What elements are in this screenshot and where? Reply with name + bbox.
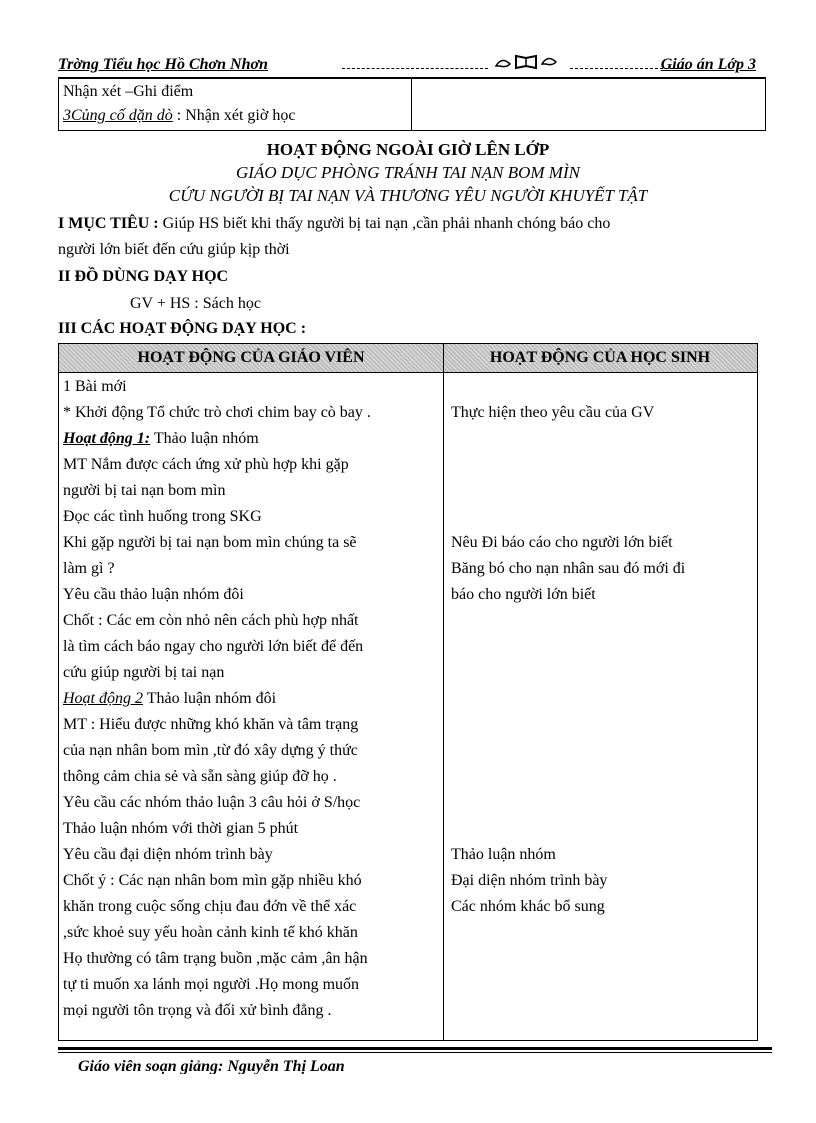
footer-rule-thin — [58, 1052, 772, 1053]
footer-author: Giáo viên soạn giảng: Nguyễn Thị Loan — [78, 1058, 345, 1074]
teacher-line: là tìm cách báo ngay cho người lớn biết để đến — [63, 638, 364, 655]
student-line: Các nhóm khác bổ sung — [451, 898, 605, 915]
teacher-line: Yêu cầu đại diện nhóm trình bày — [63, 846, 273, 863]
cung-co-text: : Nhận xét giờ học — [172, 107, 296, 124]
teacher-line: cứu giúp người bị tai nạn — [63, 664, 225, 681]
student-line: Nêu Đi báo cáo cho người lớn biết — [451, 534, 673, 551]
hd1-label: Hoạt động 1: — [63, 430, 151, 447]
header-title-right: Giáo án Lớp 3 — [660, 56, 756, 73]
teacher-line: Chốt : Các em còn nhỏ nên cách phù hợp nhất — [63, 612, 359, 629]
muc-tieu-line1 — [58, 215, 610, 233]
student-line: Băng bó cho nạn nhân sau đó mới đi — [451, 560, 686, 577]
cung-co-label: 3Củng cố dặn dò — [63, 107, 173, 124]
teacher-line: Yêu cầu các nhóm thảo luận 3 câu hỏi ở S/học — [63, 794, 361, 811]
header-dashes-left — [342, 68, 488, 69]
activity-table-header — [59, 344, 757, 373]
school-name: Trờng Tiểu học Hồ Chơn Nhơn — [58, 56, 268, 73]
teacher-line: thông cảm chia sẻ và sẵn sàng giúp đỡ họ . — [63, 768, 337, 785]
title-main: HOẠT ĐỘNG NGOÀI GIỜ LÊN LỚP — [266, 140, 550, 159]
hd2-label: Hoạt động 2 — [63, 690, 143, 707]
teacher-line: 1 Bài mới — [63, 378, 127, 395]
student-line: báo cho người lớn biết — [451, 586, 596, 603]
teacher-line-hd2 — [63, 690, 276, 708]
teacher-line: Yêu cầu thảo luận nhóm đôi — [63, 586, 244, 603]
hd2-text: Thảo luận nhóm đôi — [143, 690, 277, 707]
activity-table-divider — [443, 344, 444, 1040]
teacher-line: Chốt ý : Các nạn nhân bom mìn gặp nhiều khó — [63, 872, 362, 889]
do-dung-label: II ĐỒ DÙNG DẠY HỌC — [58, 268, 229, 285]
top-table — [58, 79, 766, 131]
teacher-line: của nạn nhân bom mìn ,từ đó xây dựng ý thức — [63, 742, 358, 759]
teacher-line: Khi gặp người bị tai nạn bom mìn chúng ta sẽ — [63, 534, 357, 551]
hoat-dong-label: III CÁC HOẠT ĐỘNG DẠY HỌC : — [58, 320, 307, 337]
teacher-line: MT : Hiểu được những khó khăn và tâm trạng — [63, 716, 359, 733]
title-sub1: GIÁO DỤC PHÒNG TRÁNH TAI NẠN BOM MÌN — [236, 163, 580, 182]
teacher-line: khăn trong cuộc sống chịu đau đớn về thể xác — [63, 898, 357, 915]
muc-tieu-line2: người lớn biết đến cứu giúp kịp thời — [58, 241, 290, 258]
teacher-line: * Khởi động Tổ chức trò chơi chim bay cò bay . — [63, 404, 371, 421]
page-header — [58, 56, 766, 76]
muc-tieu-label: I MỤC TIÊU : — [58, 215, 159, 232]
teacher-line: tự ti muốn xa lánh mọi người .Họ mong muốn — [63, 976, 360, 993]
top-table-row1: Nhận xét –Ghi điểm — [63, 83, 194, 100]
col-header-teacher: HOẠT ĐỘNG CỦA GIÁO VIÊN — [137, 349, 365, 366]
activity-table — [58, 343, 758, 1041]
col-header-student: HOẠT ĐỘNG CỦA HỌC SINH — [489, 349, 711, 366]
hd1-text: Thảo luận nhóm — [150, 430, 259, 447]
teacher-line: Họ thường có tâm trạng buồn ,mặc cảm ,ân hận — [63, 950, 368, 967]
top-table-row2 — [63, 107, 295, 125]
teacher-line: Thảo luận nhóm với thời gian 5 phút — [63, 820, 299, 837]
student-line: Thực hiện theo yêu cầu của GV — [451, 404, 655, 421]
top-table-divider — [411, 79, 412, 130]
teacher-line: làm gì ? — [63, 560, 115, 577]
title-sub2: CỨU NGƯỜI BỊ TAI NẠN VÀ THƯƠNG YÊU NGƯỜI KHUYẾT TẬT — [168, 186, 648, 205]
footer-rule-thick — [58, 1047, 772, 1050]
do-dung-text: GV + HS : Sách học — [130, 295, 261, 312]
teacher-line: mọi người tôn trọng và đối xử bình đẳng . — [63, 1002, 332, 1019]
teacher-line: người bị tai nạn bom mìn — [63, 482, 226, 499]
teacher-line: Đọc các tình huống trong SKG — [63, 508, 262, 525]
student-line: Thảo luận nhóm — [451, 846, 556, 863]
student-line: Đại diện nhóm trình bày — [451, 872, 608, 889]
book-ornament-icon — [490, 52, 570, 72]
teacher-line: MT Nắm được cách ứng xử phù hợp khi gặp — [63, 456, 349, 473]
muc-tieu-text1: Giúp HS biết khi thấy người bị tai nạn ,cần phải nhanh chóng báo cho — [158, 215, 611, 232]
teacher-line: ,sức khoẻ suy yếu hoàn cảnh kinh tế khó khăn — [63, 924, 358, 941]
teacher-line-hd1 — [63, 430, 259, 448]
